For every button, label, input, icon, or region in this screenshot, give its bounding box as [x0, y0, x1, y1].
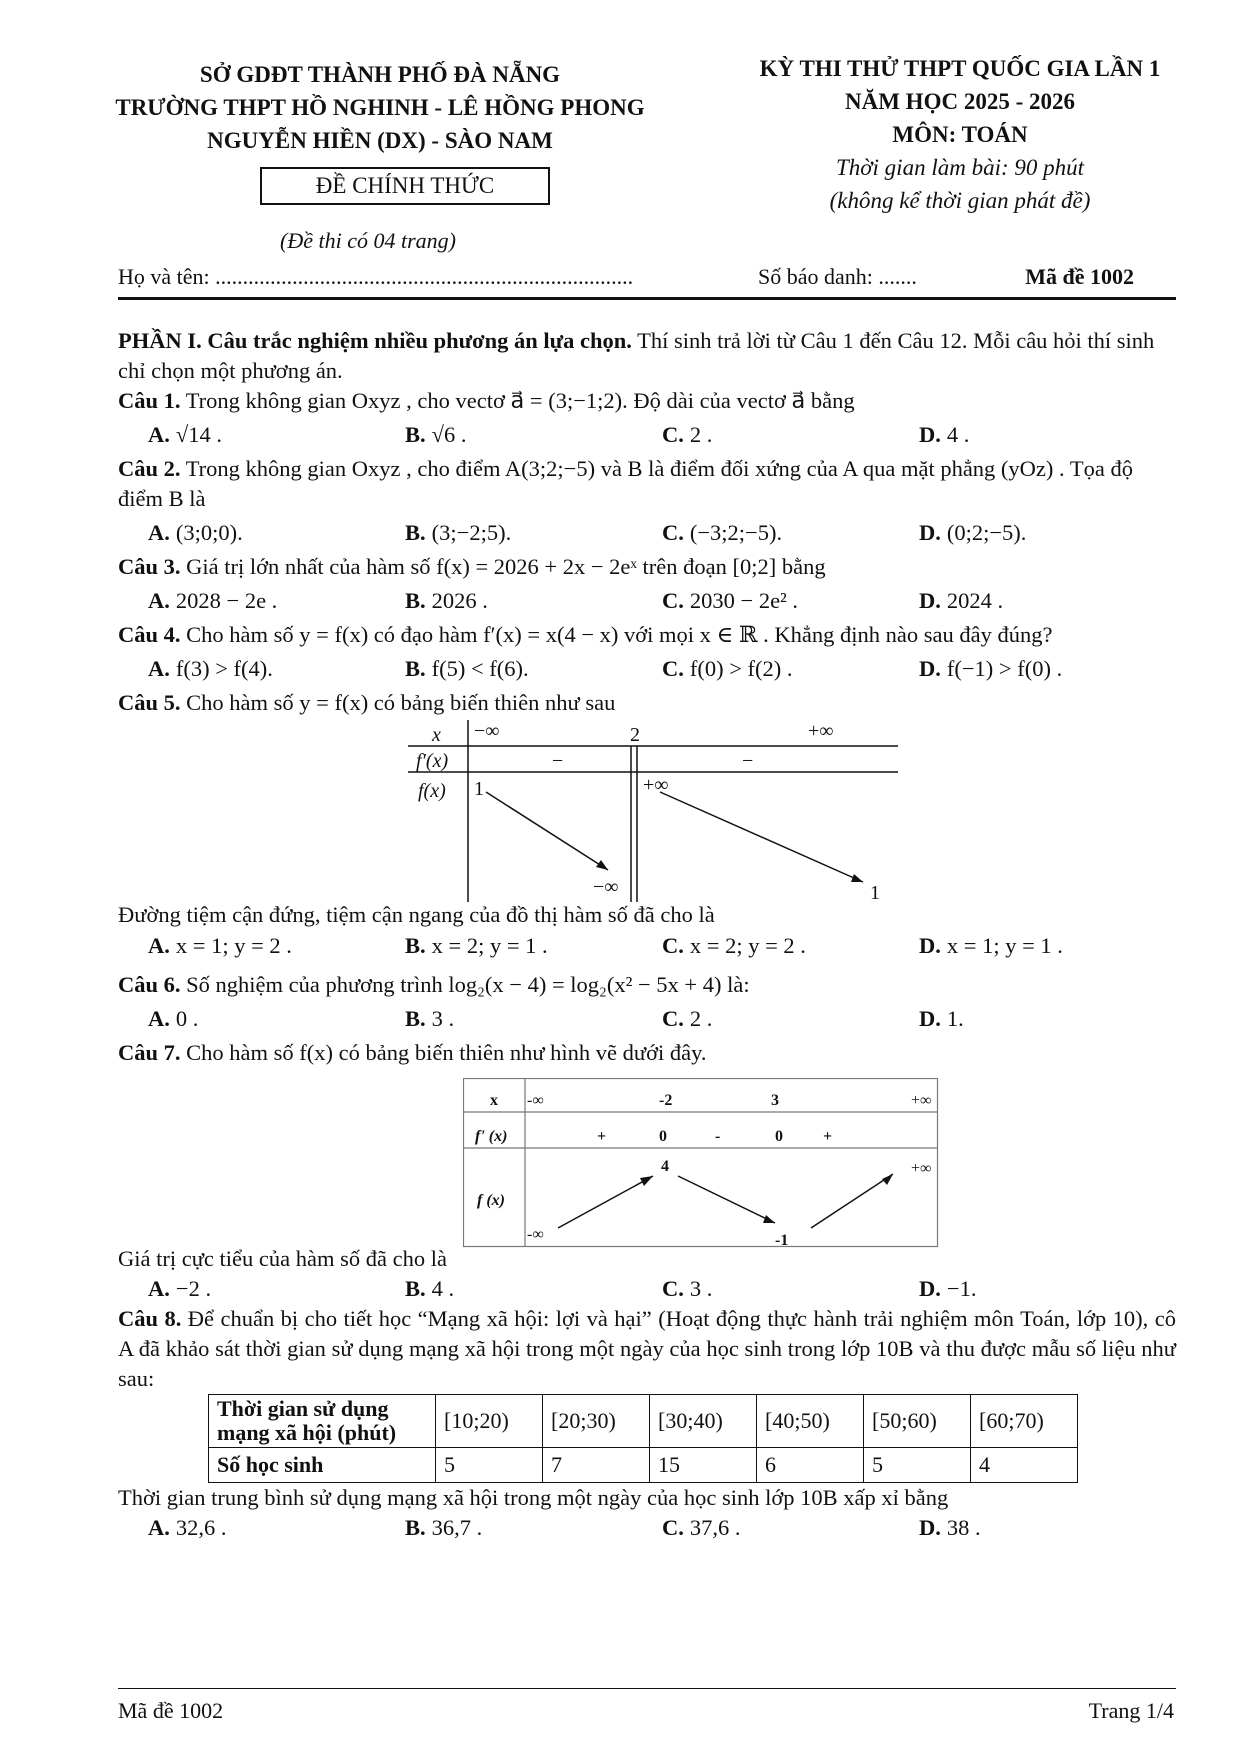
school-header — [90, 58, 670, 157]
option[interactable]: D. 38 . — [919, 1515, 981, 1540]
vt5-sign-0: − — [552, 750, 564, 772]
vt7-sign-4: + — [823, 1128, 833, 1145]
option[interactable]: A. (3;0;0). — [148, 520, 243, 545]
time-limit: Thời gian làm bài: 90 phút — [835, 155, 1085, 180]
option[interactable]: D. (0;2;−5). — [919, 520, 1027, 545]
option[interactable]: A. 32,6 . — [148, 1515, 227, 1540]
vt5-f-0: 1 — [474, 778, 484, 800]
vt5-f-3: 1 — [870, 882, 880, 904]
time-note: (không kể thời gian phát đề) — [829, 188, 1091, 213]
options-4 — [118, 650, 1176, 688]
question-5-prompt: Đường tiệm cận đứng, tiệm cận ngang của đồ thị hàm số đã cho là — [118, 902, 715, 927]
table-cell: [60;70) — [971, 1395, 1078, 1448]
vt7-f-label: f (x) — [477, 1192, 505, 1209]
table-row — [209, 1395, 1078, 1448]
question-2: Câu 2. Trong không gian Oxyz , cho điểm A(3;2;−5) và B là điểm đối xứng của A qua mặt phẳng (yOz) . Tọa độ điểm B là — [118, 456, 1133, 511]
vt7-f-3: +∞ — [911, 1160, 932, 1177]
options-3 — [118, 582, 1176, 620]
pages-note: (Đề thi có 04 trang) — [280, 228, 456, 253]
footer-exam-code: Mã đề 1002 — [118, 1698, 224, 1723]
header-rule — [118, 297, 1176, 300]
vt7-sign-3: 0 — [775, 1128, 783, 1145]
option[interactable]: A. −2 . — [148, 1276, 212, 1301]
variation-table-q5-text — [408, 720, 908, 902]
table-cell: 15 — [650, 1448, 757, 1483]
option[interactable]: C. (−3;2;−5). — [662, 520, 783, 545]
option[interactable]: D. f(−1) > f(0) . — [919, 656, 1063, 681]
question-8: Câu 8. Để chuẩn bị cho tiết học “Mạng xã hội: lợi và hại” (Hoạt động thực hành trải nghiệm môn Toán, lớp 10), cô A đã khảo sát thời gian sử dụng mạng xã hội trong một ngày của học sinh trong lớp 10B và thu được mẫu số liệu như sau: — [118, 1306, 1176, 1391]
option[interactable]: B. √6 . — [405, 422, 467, 447]
option[interactable]: C. 2 . — [662, 1006, 713, 1031]
option[interactable]: C. 2 . — [662, 422, 713, 447]
option[interactable]: A. 0 . — [148, 1006, 199, 1031]
school-year: NĂM HỌC 2025 - 2026 — [845, 89, 1075, 114]
exam-code: Mã đề 1002 — [1025, 264, 1134, 289]
vt5-fp-label: f′(x) — [416, 750, 449, 772]
question-5: Câu 5. Cho hàm số y = f(x) có bảng biến thiên như sau — [118, 690, 616, 715]
question-8-prompt: Thời gian trung bình sử dụng mạng xã hội trong một ngày của học sinh lớp 10B xấp xỉ bằng — [118, 1485, 949, 1510]
vt7-x-label: x — [490, 1092, 498, 1109]
option[interactable]: B. 4 . — [405, 1276, 455, 1301]
question-6: Câu 6. Số nghiệm của phương trình log₂(x − 4) = log₂(x² − 5x + 4) là: — [118, 972, 750, 997]
subject: MÔN: TOÁN — [892, 122, 1028, 147]
variation-table-q7-text — [463, 1078, 939, 1248]
option[interactable]: B. x = 2; y = 1 . — [405, 933, 548, 958]
option[interactable]: B. (3;−2;5). — [405, 520, 512, 545]
options-7 — [118, 1274, 1176, 1304]
vt7-sign-2: - — [715, 1128, 721, 1145]
option[interactable]: A. 2028 − 2e . — [148, 588, 278, 613]
table-cell: [50;60) — [864, 1395, 971, 1448]
vt5-f-1: −∞ — [593, 876, 619, 898]
option[interactable]: A. x = 1; y = 2 . — [148, 933, 292, 958]
vt7-x-1: -2 — [659, 1092, 673, 1109]
vt5-x-0: −∞ — [474, 720, 500, 742]
vt7-f-0: -∞ — [527, 1226, 544, 1243]
vt5-x-1: 2 — [630, 724, 640, 746]
option[interactable]: D. x = 1; y = 1 . — [919, 933, 1063, 958]
table-row — [209, 1448, 1078, 1483]
candidate-number-field: Số báo danh: ....... — [758, 264, 917, 289]
question-3: Câu 3. Giá trị lớn nhất của hàm số f(x) = 2026 + 2x − 2eˣ trên đoạn [0;2] bằng — [118, 554, 826, 579]
option[interactable]: B. f(5) < f(6). — [405, 656, 529, 681]
option[interactable]: D. 1. — [919, 1006, 964, 1031]
vt7-x-2: 3 — [771, 1092, 779, 1109]
footer-rule — [118, 1688, 1176, 1689]
options-2 — [118, 514, 1176, 552]
table-header-count: Số học sinh — [209, 1448, 436, 1483]
vt5-f-label: f(x) — [418, 780, 446, 802]
table-cell: 6 — [757, 1448, 864, 1483]
table-cell: [30;40) — [650, 1395, 757, 1448]
vt5-x-2: +∞ — [808, 720, 834, 742]
option[interactable]: D. −1. — [919, 1276, 977, 1301]
options-1 — [118, 416, 1176, 454]
variation-table-q7 — [118, 1068, 1176, 1249]
vt5-x-label: x — [432, 724, 441, 746]
part1-heading: PHẦN I. Câu trắc nghiệm nhiều phương án lựa chọn. Thí sinh trả lời từ Câu 1 đến Câu 12. Mỗi câu hỏi thí sinh chỉ chọn một phương án. — [118, 328, 1155, 383]
name-field: Họ và tên: ............................................................................ — [118, 264, 634, 289]
question-1: Câu 1. Trong không gian Oxyz , cho vectơ a⃗ = (3;−1;2). Độ dài của vectơ a⃗ bằng — [118, 388, 855, 413]
options-6 — [118, 1000, 1176, 1038]
frequency-table — [208, 1394, 1078, 1483]
options-5 — [118, 930, 1176, 962]
vt7-sign-1: 0 — [659, 1128, 667, 1145]
table-cell: 7 — [543, 1448, 650, 1483]
vt7-fp-label: f' (x) — [475, 1128, 508, 1145]
question-7-prompt: Giá trị cực tiểu của hàm số đã cho là — [118, 1246, 447, 1271]
option[interactable]: C. f(0) > f(2) . — [662, 656, 793, 681]
department-name: SỞ GDĐT THÀNH PHỐ ĐÀ NẴNG — [199, 62, 561, 87]
exam-header — [700, 52, 1220, 217]
official-badge: ĐỀ CHÍNH THỨC — [260, 167, 550, 205]
vt7-sign-0: + — [597, 1128, 607, 1145]
option[interactable]: A. √14 . — [148, 422, 222, 447]
table-cell: [10;20) — [436, 1395, 543, 1448]
question-7: Câu 7. Cho hàm số f(x) có bảng biến thiên như hình vẽ dưới đây. — [118, 1040, 707, 1065]
table-cell: [40;50) — [757, 1395, 864, 1448]
table-cell: 5 — [864, 1448, 971, 1483]
options-8 — [118, 1513, 1176, 1543]
exam-body — [118, 326, 1176, 1543]
table-cell: [20;30) — [543, 1395, 650, 1448]
vt7-x-0: -∞ — [527, 1092, 544, 1109]
footer-page-number: Trang 1/4 — [1088, 1698, 1174, 1723]
exam-title: KỲ THI THỬ THPT QUỐC GIA LẦN 1 — [759, 56, 1161, 81]
vt7-x-3: +∞ — [911, 1092, 932, 1109]
option[interactable]: C. 2030 − 2e² . — [662, 588, 799, 613]
variation-table-q5 — [118, 718, 1176, 904]
vt7-f-2: -1 — [775, 1232, 789, 1249]
option[interactable]: B. 3 . — [405, 1006, 455, 1031]
option[interactable]: D. 2024 . — [919, 588, 1004, 613]
option[interactable]: C. 37,6 . — [662, 1515, 741, 1540]
option[interactable]: C. x = 2; y = 2 . — [662, 933, 806, 958]
table-cell: 5 — [436, 1448, 543, 1483]
table-cell: 4 — [971, 1448, 1078, 1483]
option[interactable]: D. 4 . — [919, 422, 970, 447]
option[interactable]: C. 3 . — [662, 1276, 713, 1301]
vt5-f-2: +∞ — [643, 774, 669, 796]
option[interactable]: B. 36,7 . — [405, 1515, 483, 1540]
question-4: Câu 4. Cho hàm số y = f(x) có đạo hàm f′(x) = x(4 − x) với mọi x ∈ ℝ . Khẳng định nào sau đây đúng? — [118, 622, 1053, 647]
school-name-1: TRƯỜNG THPT HỒ NGHINH - LÊ HỒNG PHONG — [115, 95, 645, 120]
table-header-time: Thời gian sử dụng mạng xã hội (phút) — [209, 1395, 436, 1448]
option[interactable]: A. f(3) > f(4). — [148, 656, 273, 681]
vt5-sign-1: − — [742, 750, 754, 772]
school-name-2: NGUYỄN HIỀN (DX) - SÀO NAM — [207, 128, 553, 153]
option[interactable]: B. 2026 . — [405, 588, 488, 613]
vt7-f-1: 4 — [661, 1158, 669, 1175]
